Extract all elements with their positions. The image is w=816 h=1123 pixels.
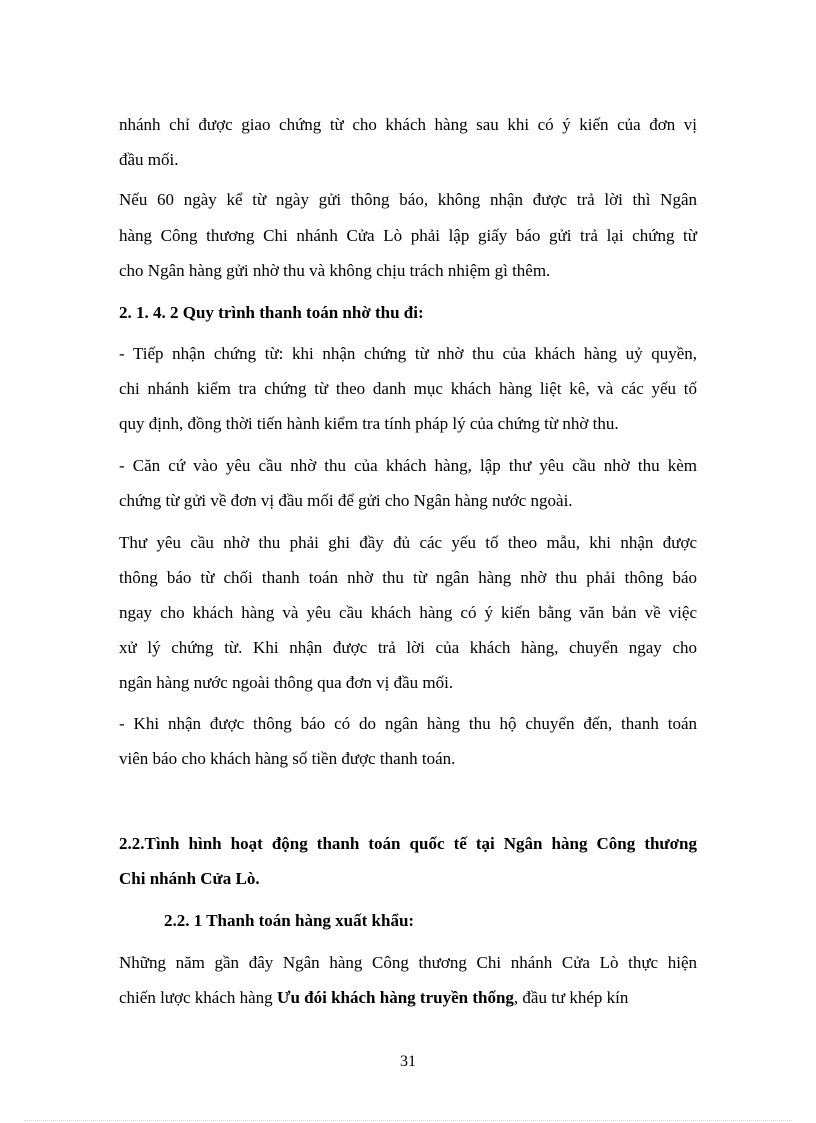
emphasized-text: Ưu đói khách hàng truyền thống xyxy=(276,988,514,1007)
section-heading: 2.2.Tình hình hoạt động thanh toán quốc tế tại Ngân hàng Công thương xyxy=(119,834,697,853)
paragraph-text: , đầu tư khép kín xyxy=(513,988,629,1007)
paragraph-line: quy định, đồng thời tiến hành kiểm tra tính pháp lý của chứng từ nhờ thu. xyxy=(119,414,619,433)
paragraph-line: thông báo từ chối thanh toán nhờ thu từ ngân hàng nhờ thu phải thông báo xyxy=(119,568,697,587)
paragraph-line xyxy=(119,987,697,1009)
paragraph-line: ngay cho khách hàng và yêu cầu khách hàng có ý kiến bằng văn bản về việc xyxy=(119,603,697,622)
paragraph-line: chứng từ gửi về đơn vị đầu mối để gửi cho Ngân hàng nước ngoài. xyxy=(119,491,573,510)
paragraph-line: hàng Công thương Chi nhánh Cửa Lò phải lập giấy báo gửi trả lại chứng từ xyxy=(119,226,697,245)
paragraph-line: chi nhánh kiểm tra chứng từ theo danh mục khách hàng liệt kê, và các yếu tố xyxy=(119,379,697,398)
page-bottom-edge xyxy=(24,1120,792,1121)
paragraph-line: xử lý chứng từ. Khi nhận được trả lời của khách hàng, chuyển ngay cho xyxy=(119,638,697,657)
subsection-heading: 2.2. 1 Thanh toán hàng xuất khẩu: xyxy=(164,911,415,930)
paragraph-line: đầu mối. xyxy=(119,150,179,169)
paragraph-line: viên báo cho khách hàng số tiền được thanh toán. xyxy=(119,749,456,768)
paragraph-line: - Khi nhận được thông báo có do ngân hàng thu hộ chuyển đến, thanh toán xyxy=(119,714,697,733)
paragraph-line: cho Ngân hàng gửi nhờ thu và không chịu trách nhiệm gì thêm. xyxy=(119,261,551,280)
paragraph-line: Nếu 60 ngày kể từ ngày gửi thông báo, không nhận được trả lời thì Ngân xyxy=(119,190,697,209)
paragraph-line: ngân hàng nước ngoài thông qua đơn vị đầu mối. xyxy=(119,673,454,692)
paragraph-line: Những năm gần đây Ngân hàng Công thương Chi nhánh Cửa Lò thực hiện xyxy=(119,953,697,972)
paragraph-line: - Căn cứ vào yêu cầu nhờ thu của khách hàng, lập thư yêu cầu nhờ thu kèm xyxy=(119,456,697,475)
paragraph-text: chiến lược khách hàng xyxy=(119,988,277,1007)
section-heading: 2. 1. 4. 2 Quy trình thanh toán nhờ thu đi: xyxy=(119,303,424,322)
section-heading: Chi nhánh Cửa Lò. xyxy=(119,869,260,888)
paragraph-line: Thư yêu cầu nhờ thu phải ghi đầy đủ các yếu tố theo mẫu, khi nhận được xyxy=(119,533,697,552)
page-number: 31 xyxy=(400,1053,416,1070)
paragraph-line: nhánh chỉ được giao chứng từ cho khách hàng sau khi có ý kiến của đơn vị xyxy=(119,115,697,134)
paragraph-line: - Tiếp nhận chứng từ: khi nhận chứng từ nhờ thu của khách hàng uỷ quyền, xyxy=(119,344,697,363)
